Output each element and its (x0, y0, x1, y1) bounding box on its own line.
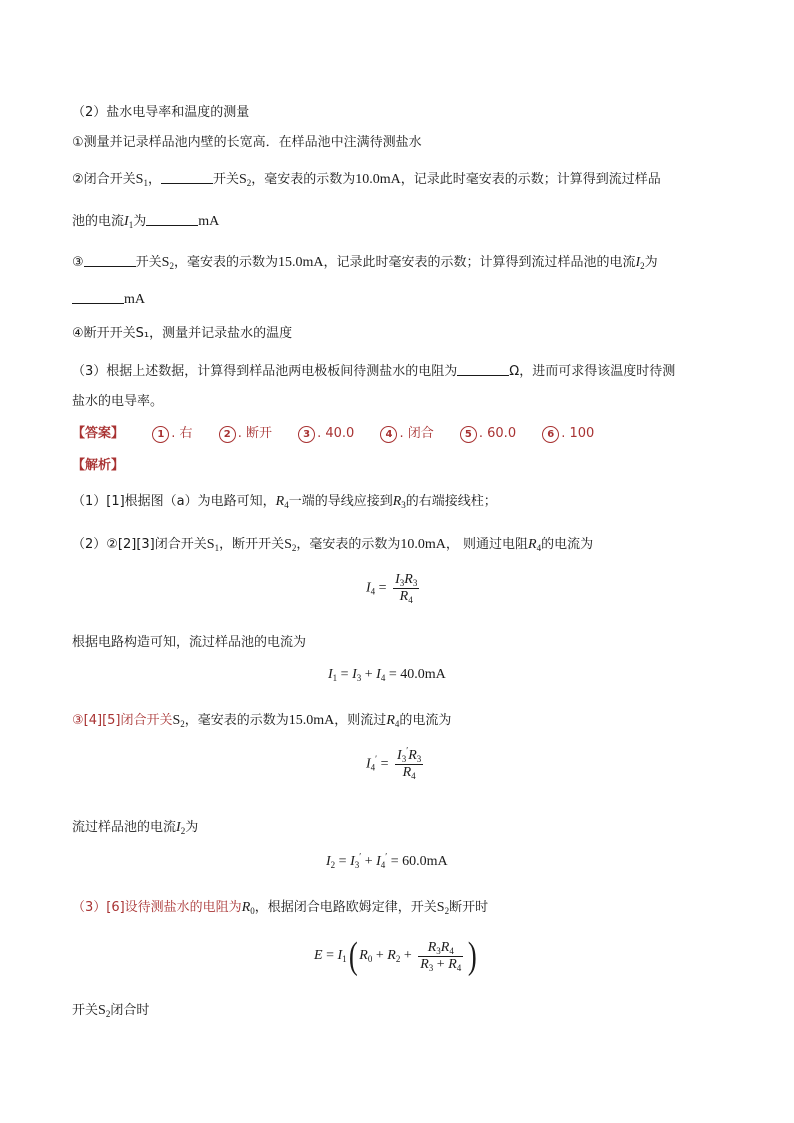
step-1: ①测量并记录样品池内壁的长宽高．在样品池中注满待测盐水 (72, 135, 422, 150)
step-4: ④断开开关S₁，测量并记录盐水的温度 (72, 326, 293, 341)
answer-6: 6 . 100 (542, 426, 594, 441)
analysis-title: 【解析】 (72, 458, 125, 473)
equation-2: $I_1 = I_3 + I_4 = 40.0mA$ (328, 667, 446, 683)
analysis-p2: （2）②[2][3]闭合开关$S_1$，断开开关$S_2$，毫安表的示数为10.0mA， 则通过电阻$R_4$的电流为 (72, 537, 594, 553)
q3-line-2: 盐水的电导率。 (72, 394, 164, 409)
answer-2: 2 . 断开 (219, 426, 272, 441)
answer-row: 【答案】 1 . 右 2 . 断开 3 . 40.0 4 . 闭合 5 . 60.0 6 . 100 (72, 426, 595, 441)
equation-5: $E = I_1$( $R_0 + R_2$ + $\frac{R_3R_4}{R_3 + R_4}$ ) (314, 935, 478, 977)
step-2-line-1: ②闭合开关$S_1$， 开关$S_2$，毫安表的示数为10.0mA，记录此时毫安表的示数；计算得到流过样品 (72, 172, 661, 188)
answer-1: 1 . 右 (152, 426, 192, 441)
analysis-p5: 流过样品池的电流$I_2$为 (72, 820, 199, 836)
q2-heading: （2）盐水电导率和温度的测量 (72, 105, 250, 120)
step-2-line-2: 池的电流$I_1$为 mA (72, 214, 220, 230)
blank-2[interactable] (161, 171, 213, 184)
analysis-p1: （1）[1]根据图（a）为电路可知，$R_4$一端的导线应接到$R_3$的右端接线柱； (72, 494, 497, 510)
equation-1: $I_4$ = $\frac{I_3R_3}{R_4}$ (366, 572, 418, 605)
answer-4: 4 . 闭合 (380, 426, 433, 441)
q3-line-1: （3）根据上述数据，计算得到样品池两电极板间待测盐水的电阻为 Ω，进而可求得该温度时待测 (72, 364, 676, 379)
blank-4[interactable] (84, 254, 136, 267)
answer-3: 3 . 40.0 (298, 426, 354, 441)
analysis-p6: （3）[6]设待测盐水的电阻为$R_0$，根据闭合电路欧姆定律，开关$S_2$断开时 (72, 900, 489, 916)
step-3-line-2: mA (72, 290, 145, 310)
blank-5[interactable] (72, 291, 124, 304)
analysis-p7: 开关$S_2$闭合时 (72, 1003, 150, 1019)
answer-5: 5 . 60.0 (460, 426, 516, 441)
analysis-p4: ③[4][5]闭合开关$S_2$，毫安表的示数为15.0mA，则流过$R_4$的电流为 (72, 713, 452, 729)
step-3-line-1: ③ 开关$S_2$，毫安表的示数为15.0mA，记录此时毫安表的示数；计算得到流过样品池的电流$I_2$为 (72, 255, 658, 271)
blank-3[interactable] (146, 213, 198, 226)
blank-6[interactable] (457, 363, 509, 376)
analysis-p3: 根据电路构造可知，流过样品池的电流为 (72, 635, 307, 650)
equation-3: $I_4'$ = $\frac{I_3'R_3}{R_4}$ (366, 745, 422, 781)
equation-4: $I_2 = I_3' + I_4' = 60.0mA$ (326, 851, 448, 870)
